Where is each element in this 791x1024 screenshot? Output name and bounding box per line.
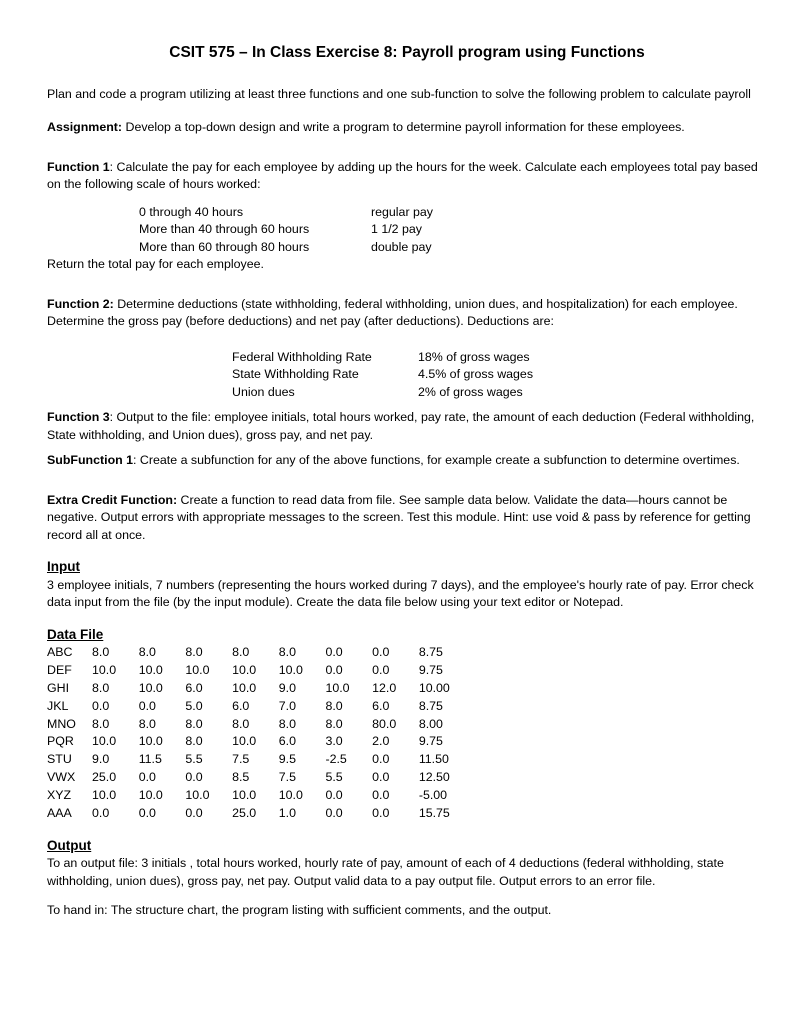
hours-value: 8.0 <box>185 734 203 749</box>
hours-value: 8.0 <box>185 645 203 659</box>
hours-value: 8.0 <box>278 716 296 731</box>
hours-value: 10.0 <box>232 734 257 749</box>
hours-value: 0.0 <box>372 788 390 803</box>
function1-paragraph <box>47 159 767 194</box>
deduction-rate: 2% of gross wages <box>418 384 523 399</box>
hours-value: 10.0 <box>92 662 117 677</box>
hours-value: 9.0 <box>92 752 110 767</box>
hours-value: 8.5 <box>232 770 250 785</box>
hours-value: 8.0 <box>325 716 343 731</box>
hours-value: 10.0 <box>185 788 210 803</box>
document-title: CSIT 575 – In Class Exercise 8: Payroll program using Functions <box>169 44 645 61</box>
employee-initials: AAA <box>47 806 72 821</box>
hourly-rate: 15.75 <box>418 806 450 821</box>
pay-rate: regular pay <box>371 204 433 219</box>
hours-value: 8.0 <box>92 716 110 731</box>
function1-label: Function 1 <box>47 159 110 174</box>
hours-value: 6.0 <box>185 680 203 695</box>
hours-range: More than 40 through 60 hours <box>139 222 310 236</box>
subfunction1-paragraph <box>47 452 767 470</box>
employee-initials: JKL <box>47 698 69 713</box>
output-heading: Output <box>47 837 92 853</box>
hours-value: 8.0 <box>138 716 156 731</box>
employee-initials: STU <box>47 752 72 767</box>
hours-scale-row <box>139 239 767 257</box>
employee-initials: ABC <box>47 645 73 659</box>
employee-initials: PQR <box>47 734 74 749</box>
hours-range: 0 through 40 hours <box>139 204 244 219</box>
hours-value: 8.0 <box>185 716 203 731</box>
data-file-row <box>47 698 469 716</box>
hours-value: 11.5 <box>138 752 162 767</box>
hours-value: 5.0 <box>185 698 203 713</box>
hours-value: 10.0 <box>185 662 210 677</box>
hours-value: 8.0 <box>92 645 110 659</box>
data-file-row <box>47 662 469 680</box>
function2-paragraph <box>47 296 767 331</box>
hours-scale-list <box>139 204 767 257</box>
hours-value: 10.0 <box>92 734 117 749</box>
output-paragraph: To an output file: 3 initials , total hours worked, hourly rate of pay, amount of each of 4 deductions (federal withholding, state withholding, union dues), gross pay, net pay. Output valid data to a pay output file. Output errors to an error file. <box>47 856 724 888</box>
hours-value: 5.5 <box>325 770 343 785</box>
data-file-row <box>47 805 469 823</box>
assignment-text: Develop a top-down design and write a program to determine payroll information for these employees. <box>122 120 685 134</box>
hours-value: 8.0 <box>325 698 343 713</box>
function1-return-text: Return the total pay for each employee. <box>47 257 264 271</box>
hand-in-paragraph: To hand in: The structure chart, the program listing with sufficient comments, and the output. <box>47 903 552 918</box>
data-file-heading: Data File <box>47 626 104 642</box>
employee-initials: XYZ <box>47 788 72 803</box>
hours-value: 10.0 <box>232 788 257 803</box>
employee-initials: GHI <box>47 680 70 695</box>
hours-value: 1.0 <box>278 806 296 821</box>
hourly-rate: 8.75 <box>418 698 443 713</box>
hours-value: 0.0 <box>185 806 203 821</box>
hours-value: 0.0 <box>92 698 110 713</box>
function2-label: Function 2: <box>47 296 114 311</box>
hours-value: -2.5 <box>325 752 347 767</box>
deduction-row <box>232 366 767 384</box>
hours-value: 0.0 <box>325 788 343 803</box>
hourly-rate: -5.00 <box>418 788 448 803</box>
hours-value: 5.5 <box>185 752 203 767</box>
subfunction1-text: : Create a subfunction for any of the above functions, for example create a subfunction to determine overtimes. <box>133 453 740 467</box>
hours-value: 25.0 <box>92 770 117 785</box>
deduction-name: Union dues <box>232 384 295 399</box>
data-file-row <box>47 751 469 769</box>
hourly-rate: 9.75 <box>418 662 443 677</box>
document-page <box>47 44 767 920</box>
hours-value: 8.0 <box>278 645 296 659</box>
hours-value: 0.0 <box>325 662 343 677</box>
hourly-rate: 12.50 <box>418 770 450 785</box>
hours-value: 0.0 <box>185 770 203 785</box>
hours-value: 0.0 <box>138 698 156 713</box>
hours-value: 80.0 <box>372 716 397 731</box>
hours-value: 9.5 <box>278 752 296 767</box>
function3-label: Function 3 <box>47 410 110 424</box>
hours-value: 0.0 <box>372 806 390 821</box>
hours-value: 10.0 <box>278 788 303 803</box>
hours-value: 7.5 <box>278 770 296 785</box>
hours-value: 6.0 <box>278 734 296 749</box>
hourly-rate: 8.75 <box>418 645 443 659</box>
pay-rate: double pay <box>371 239 432 254</box>
hours-value: 10.0 <box>278 662 303 677</box>
hours-value: 25.0 <box>232 806 257 821</box>
hours-value: 6.0 <box>372 698 390 713</box>
pay-rate: 1 1/2 pay <box>371 222 422 236</box>
hours-value: 9.0 <box>278 680 296 695</box>
input-paragraph: 3 employee initials, 7 numbers (representing the hours worked during 7 days), and the employee's hourly rate of pay. Error check data input from the file (by the input module). Create the data file below using your text editor or Notepad. <box>47 577 754 609</box>
hours-scale-row <box>139 204 767 222</box>
extra-credit-text: Create a function to read data from file. See sample data below. Validate the data—hours cannot be negative. Output errors with appropriate messages to the screen. Test this module. Hint: use void & pass by reference for getting record all at once. <box>47 492 751 542</box>
employee-initials: MNO <box>47 716 76 731</box>
input-heading: Input <box>47 559 80 574</box>
deduction-rate: 18% of gross wages <box>418 349 530 364</box>
data-file-row <box>47 787 469 805</box>
deduction-name: Federal Withholding Rate <box>232 349 372 364</box>
hours-value: 0.0 <box>372 752 390 767</box>
hours-value: 8.0 <box>232 645 250 659</box>
function3-text: : Output to the file: employee initials, total hours worked, pay rate, the amount of each deduction (Federal withholding, State withholding, and Union dues), gross pay, and net pay. <box>47 410 755 442</box>
hours-value: 0.0 <box>325 806 343 821</box>
function1-text: : Calculate the pay for each employee by adding up the hours for the week. Calculate each employees total pay based on the following scale of hours worked: <box>47 159 758 191</box>
hours-value: 0.0 <box>138 806 156 821</box>
data-file-row <box>47 716 469 734</box>
subfunction1-label: SubFunction 1 <box>47 453 134 467</box>
hours-value: 10.0 <box>92 788 117 803</box>
hours-value: 8.0 <box>232 716 250 731</box>
hours-value: 10.0 <box>232 680 257 695</box>
hours-range: More than 60 through 80 hours <box>139 239 310 254</box>
hours-value: 10.0 <box>138 734 163 749</box>
hours-scale-row <box>139 221 767 239</box>
hours-value: 10.0 <box>138 680 163 695</box>
deductions-list <box>232 349 767 402</box>
employee-initials: DEF <box>47 662 72 677</box>
hours-value: 10.0 <box>138 662 163 677</box>
hourly-rate: 9.75 <box>418 734 443 749</box>
hours-value: 0.0 <box>372 770 390 785</box>
data-file-row <box>47 733 469 751</box>
intro-paragraph: Plan and code a program utilizing at least three functions and one sub-function to solve the following problem to calculate payroll <box>47 86 751 101</box>
extra-credit-label: Extra Credit Function: <box>47 492 178 507</box>
assignment-paragraph <box>47 119 767 137</box>
deduction-name: State Withholding Rate <box>232 367 359 381</box>
employee-initials: VWX <box>47 770 76 785</box>
hours-value: 7.0 <box>278 698 296 713</box>
hours-value: 8.0 <box>92 680 110 695</box>
data-file-row <box>47 680 469 698</box>
hours-value: 8.0 <box>138 645 156 659</box>
hourly-rate: 11.50 <box>418 752 449 767</box>
hours-value: 10.0 <box>138 788 163 803</box>
assignment-label: Assignment: <box>47 120 123 134</box>
data-file-table <box>47 644 469 823</box>
hours-value: 10.0 <box>232 662 257 677</box>
function3-paragraph <box>47 409 767 444</box>
hourly-rate: 10.00 <box>418 680 450 695</box>
deduction-rate: 4.5% of gross wages <box>418 367 534 381</box>
hours-value: 0.0 <box>92 806 110 821</box>
deduction-row <box>232 384 767 402</box>
data-file-row <box>47 644 469 662</box>
hours-value: 3.0 <box>325 734 343 749</box>
hours-value: 0.0 <box>372 645 390 659</box>
hours-value: 10.0 <box>325 680 350 695</box>
deduction-row <box>232 349 767 367</box>
hourly-rate: 8.00 <box>418 716 443 731</box>
hours-value: 0.0 <box>325 645 343 659</box>
hours-value: 6.0 <box>232 698 250 713</box>
data-file-row <box>47 769 469 787</box>
hours-value: 12.0 <box>372 680 397 695</box>
hours-value: 0.0 <box>138 770 156 785</box>
extra-credit-paragraph <box>47 492 767 545</box>
function2-text: Determine deductions (state withholding, federal withholding, union dues, and hospitalization) for each employee. Determine the gross pay (before deductions) and net pay (after deductions). Deductions are: <box>47 296 738 328</box>
hours-value: 2.0 <box>372 734 390 749</box>
hours-value: 0.0 <box>372 662 390 677</box>
hours-value: 7.5 <box>232 752 250 767</box>
